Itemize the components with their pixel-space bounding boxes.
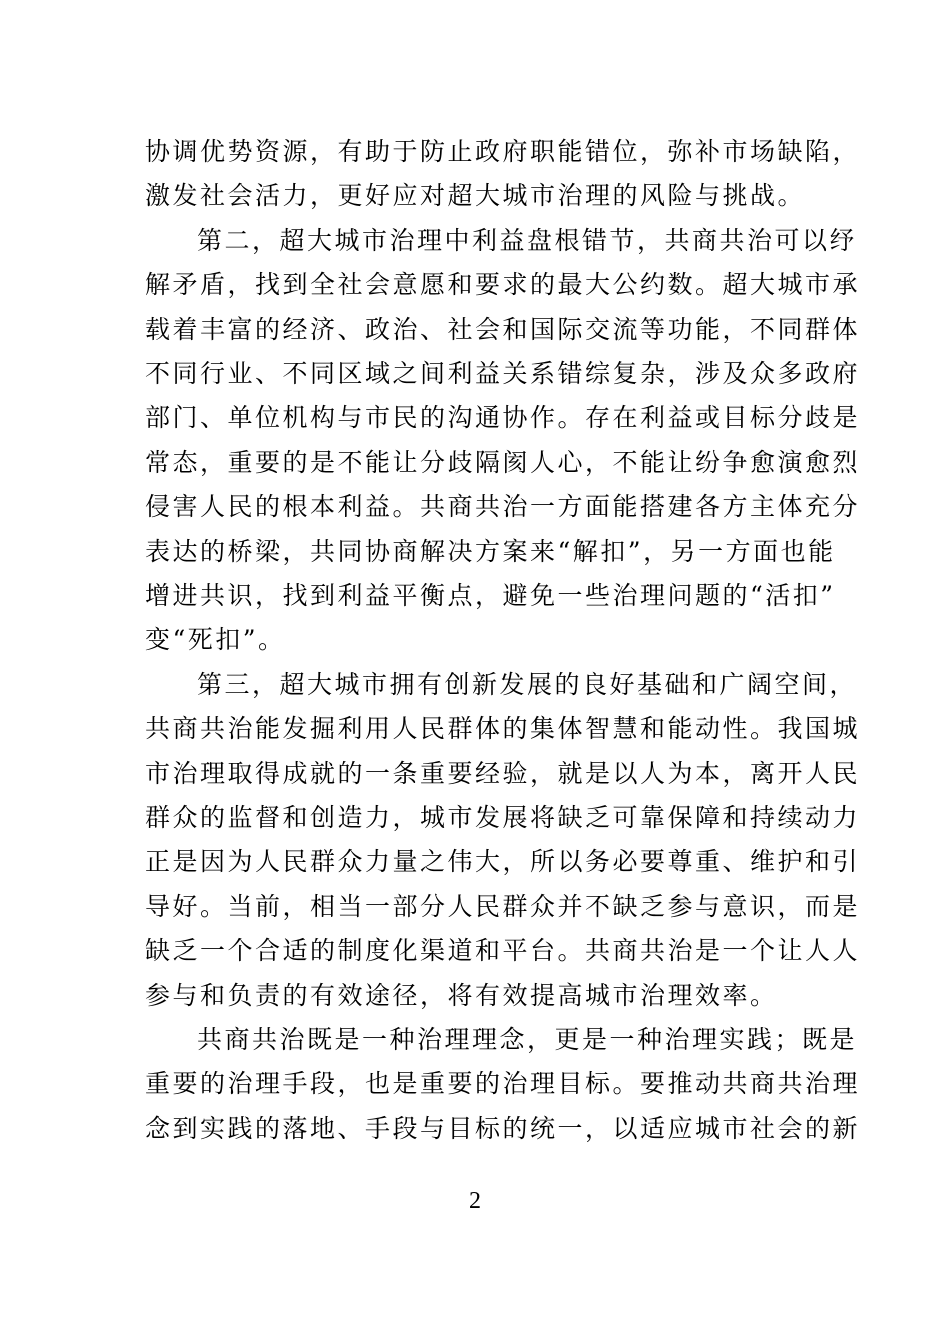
text-line: 激发社会活力，更好应对超大城市治理的风险与挑战。 — [145, 181, 806, 210]
text-line: 协调优势资源，有助于防止政府职能错位，弥补市场缺陷， — [145, 137, 861, 166]
text-line: 部门、单位机构与市民的沟通协作。存在利益或目标分歧是 — [145, 403, 861, 432]
text-line: 市治理取得成就的一条重要经验，就是以人为本，离开人民 — [145, 759, 861, 788]
text-line: 群众的监督和创造力，城市发展将缺乏可靠保障和持续动力 — [145, 803, 861, 832]
text-line: 解矛盾，找到全社会意愿和要求的最大公约数。超大城市承 — [145, 270, 861, 299]
page-number: 2 — [469, 1188, 481, 1214]
text-line: 念到实践的落地、手段与目标的统一，以适应城市社会的新 — [145, 1114, 861, 1143]
text-line: 缺乏一个合适的制度化渠道和平台。共商共治是一个让人人 — [145, 936, 861, 965]
paragraph-start-line: 第二，超大城市治理中利益盘根错节，共商共治可以纾 — [197, 226, 858, 255]
text-line: 载着丰富的经济、政治、社会和国际交流等功能，不同群体 — [145, 315, 861, 344]
paragraph-start-line: 共商共治既是一种治理理念，更是一种治理实践；既是 — [197, 1025, 858, 1054]
text-line: 表达的桥梁，共同协商解决方案来“解扣”，另一方面也能 — [145, 537, 836, 566]
text-line: 变“死扣”。 — [145, 625, 286, 654]
text-line: 侵害人民的根本利益。共商共治一方面能搭建各方主体充分 — [145, 492, 861, 521]
text-line: 常态，重要的是不能让分歧隔阂人心，不能让纷争愈演愈烈 — [145, 448, 861, 477]
text-line: 重要的治理手段，也是重要的治理目标。要推动共商共治理 — [145, 1069, 861, 1098]
text-line: 增进共识，找到利益平衡点，避免一些治理问题的“活扣” — [145, 581, 836, 610]
paragraph-start-line: 第三，超大城市拥有创新发展的良好基础和广阔空间， — [197, 670, 858, 699]
text-line: 不同行业、不同区域之间利益关系错综复杂，涉及众多政府 — [145, 359, 861, 388]
text-line: 导好。当前，相当一部分人民群众并不缺乏参与意识，而是 — [145, 892, 861, 921]
text-line: 参与和负责的有效途径，将有效提高城市治理效率。 — [145, 981, 778, 1010]
text-line: 共商共治能发掘利用人民群体的集体智慧和能动性。我国城 — [145, 714, 861, 743]
text-line: 正是因为人民群众力量之伟大，所以务必要尊重、维护和引 — [145, 847, 861, 876]
